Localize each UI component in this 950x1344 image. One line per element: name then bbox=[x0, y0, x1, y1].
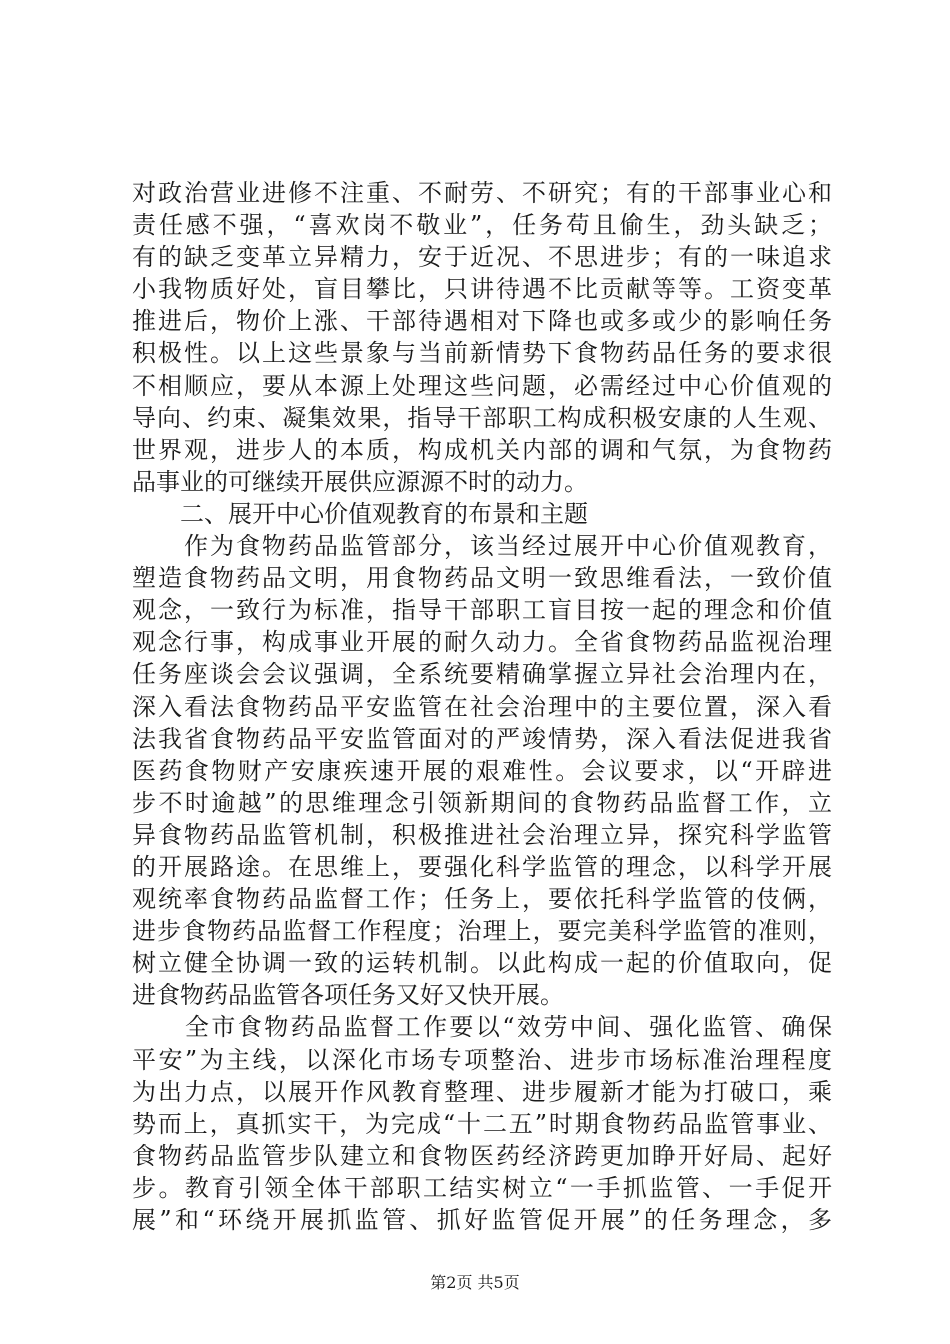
text-line: 作为食物药品监管部分，该当经过展开中心价值观教育， bbox=[132, 532, 832, 561]
text-line: 进食物药品监管各项任务又好又快开展。 bbox=[132, 981, 564, 1010]
text-line: 为出力点，以展开作风教育整理、进步履新才能为打破口，乘 bbox=[132, 1077, 832, 1106]
text-line: 异食物药品监管机制，积极推进社会治理立异，探究科学监管 bbox=[132, 820, 832, 849]
text-line: 全市食物药品监督工作要以“效劳中间、强化监管、确保 bbox=[132, 1013, 832, 1042]
text-line: 步。教育引领全体干部职工结实树立“一手抓监管、一手促开 bbox=[132, 1173, 832, 1202]
section-heading: 二、展开中心价值观教育的布景和主题 bbox=[132, 499, 588, 528]
text-line: 任务座谈会会议强调，全系统要精确掌握立异社会治理内在， bbox=[132, 660, 832, 689]
text-line: 食物药品监管步队建立和食物医药经济跨更加睁开好局、起好 bbox=[132, 1141, 832, 1170]
text-line: 平安”为主线，以深化市场专项整治、进步市场标准治理程度 bbox=[132, 1045, 832, 1074]
text-line: 进步食物药品监督工作程度；治理上，要完美科学监管的准则， bbox=[132, 917, 832, 946]
text-line: 导向、约束、凝集效果，指导干部职工构成积极安康的人生观、 bbox=[132, 403, 832, 432]
text-line: 积极性。以上这些景象与当前新情势下食物药品任务的要求很 bbox=[132, 339, 832, 368]
text-line: 推进后，物价上涨、干部待遇相对下降也或多或少的影响任务 bbox=[132, 307, 832, 336]
text-line: 有的缺乏变革立异精力，安于近况、不思进步；有的一味追求 bbox=[132, 243, 832, 272]
text-line: 塑造食物药品文明，用食物药品文明一致思维看法，一致价值 bbox=[132, 564, 832, 593]
text-line: 深入看法食物药品平安监管在社会治理中的主要位置，深入看 bbox=[132, 692, 832, 721]
text-line: 医药食物财产安康疾速开展的艰难性。会议要求，以“开辟进 bbox=[132, 756, 832, 785]
text-line: 小我物质好处，盲目攀比，只讲待遇不比贡献等等。工资变革 bbox=[132, 275, 832, 304]
text-line: 步不时逾越”的思维理念引领新期间的食物药品监督工作，立 bbox=[132, 788, 832, 817]
text-line: 树立健全协调一致的运转机制。以此构成一起的价值取向，促 bbox=[132, 949, 832, 978]
text-line: 观统率食物药品监督工作；任务上，要依托科学监管的伎俩， bbox=[132, 885, 832, 914]
text-line: 法我省食物药品平安监管面对的严竣情势，深入看法促进我省 bbox=[132, 724, 832, 753]
body-text bbox=[132, 177, 832, 1236]
text-line: 不相顺应，要从本源上处理这些问题，必需经过中心价值观的 bbox=[132, 371, 832, 400]
text-line: 对政治营业进修不注重、不耐劳、不研究；有的干部事业心和 bbox=[132, 179, 832, 207]
text-line: 世界观，进步人的本质，构成机关内部的调和气氛，为食物药 bbox=[132, 435, 832, 464]
text-line: 的开展路途。在思维上，要强化科学监管的理念，以科学开展 bbox=[132, 852, 832, 881]
text-line: 展”和“环绕开展抓监管、抓好监管促开展”的任务理念，多 bbox=[132, 1206, 832, 1234]
text-line: 责任感不强，“喜欢岗不敬业”，任务苟且偷生，劲头缺乏； bbox=[132, 211, 832, 240]
text-line: 品事业的可继续开展供应源源不时的动力。 bbox=[132, 467, 588, 496]
text-line: 观念行事，构成事业开展的耐久动力。全省食物药品监视治理 bbox=[132, 628, 832, 657]
text-line: 观念，一致行为标准，指导干部职工盲目按一起的理念和价值 bbox=[132, 596, 832, 625]
text-line: 势而上，真抓实干，为完成“十二五”时期食物药品监管事业、 bbox=[132, 1109, 832, 1138]
page-number: 第2页 共5页 bbox=[430, 1273, 520, 1292]
